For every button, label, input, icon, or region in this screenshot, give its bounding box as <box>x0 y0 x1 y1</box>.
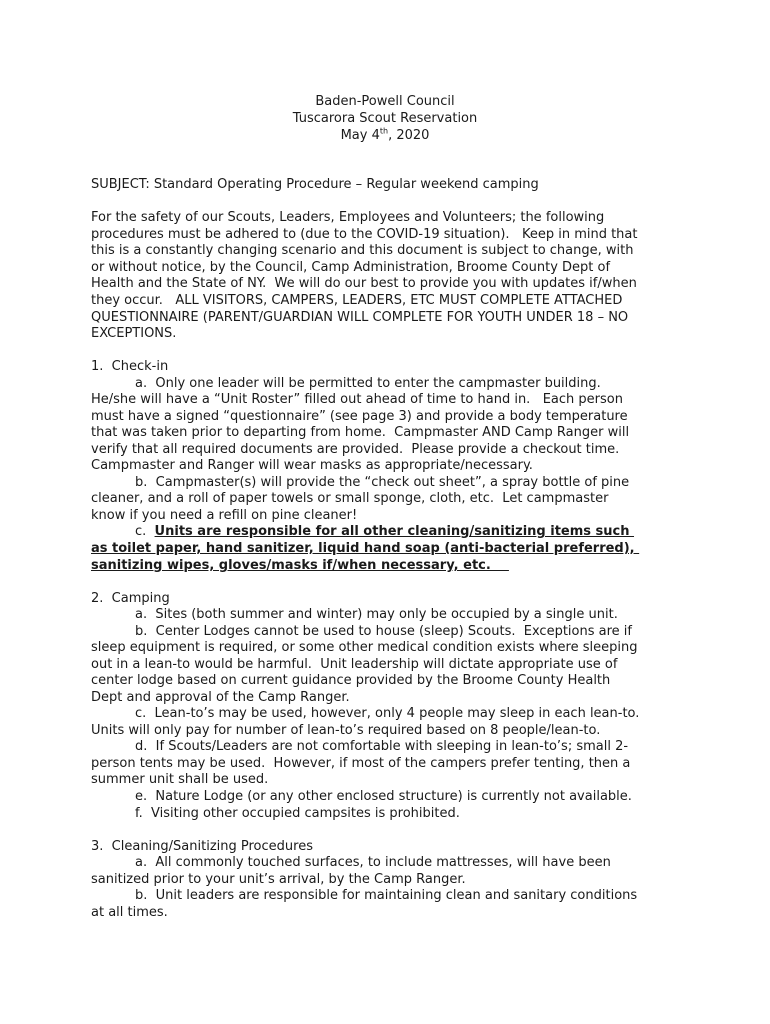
subject-line: SUBJECT: Standard Operating Procedure – Regular weekend camping <box>91 177 539 192</box>
checkin-a: that was taken prior to departing from home. Campmaster AND Camp Ranger will <box>91 425 630 440</box>
header-location: Tuscarora Scout Reservation <box>292 111 478 126</box>
cleaning-a: a. All commonly touched surfaces, to include mattresses, will have been <box>135 855 611 870</box>
checkin-b: b. Campmaster(s) will provide the “check out sheet”, a spray bottle of pine <box>135 475 630 490</box>
camping-b: sleep equipment is required, or some other medical condition exists where sleeping <box>91 640 638 655</box>
intro-line: procedures must be adhered to (due to the COVID-19 situation). Keep in mind that <box>91 227 638 242</box>
checkin-a: Campmaster and Ranger will wear masks as appropriate/necessary. <box>91 458 533 473</box>
camping-d: summer unit shall be used. <box>91 772 269 787</box>
checkin-a: He/she will have a “Unit Roster” filled out ahead of time to hand in. Each person <box>91 392 623 407</box>
cleaning-b: at all times. <box>91 905 168 920</box>
intro-line: For the safety of our Scouts, Leaders, Employees and Volunteers; the following <box>91 210 605 225</box>
checkin-b: cleaner, and a roll of paper towels or small sponge, cloth, etc. Let campmaster <box>91 491 609 506</box>
camping-b: Dept and approval of the Camp Ranger. <box>91 690 350 705</box>
checkin-b: know if you need a refill on pine cleaner! <box>91 508 358 523</box>
checkin-a: a. Only one leader will be permitted to enter the campmaster building. <box>135 376 601 391</box>
cleaning-b: b. Unit leaders are responsible for maintaining clean and sanitary conditions <box>135 888 638 903</box>
intro-line: they occur. ALL VISITORS, CAMPERS, LEADERS, ETC MUST COMPLETE ATTACHED <box>91 293 623 308</box>
intro-line: QUESTIONNAIRE (PARENT/GUARDIAN WILL COMPLETE FOR YOUTH UNDER 18 – NO <box>91 310 629 325</box>
camping-a: a. Sites (both summer and winter) may only be occupied by a single unit. <box>135 607 618 622</box>
section-heading-checkin: 1. Check-in <box>91 359 169 374</box>
checkin-c: sanitizing wipes, gloves/masks if/when necessary, etc. <box>91 558 509 573</box>
intro-line: EXCEPTIONS. <box>91 326 177 341</box>
checkin-c: as toilet paper, hand sanitizer, liquid hand soap (anti-bacterial preferred), <box>91 541 640 556</box>
checkin-a: verify that all required documents are provided. Please provide a checkout time. <box>91 442 620 457</box>
checkin-c: c. Units are responsible for all other cleaning/sanitizing items such <box>135 524 635 539</box>
camping-f: f. Visiting other occupied campsites is prohibited. <box>135 806 460 821</box>
header-org: Baden-Powell Council <box>315 94 455 109</box>
intro-line: Health and the State of NY. We will do our best to provide you with updates if/when <box>91 276 637 291</box>
camping-d: person tents may be used. However, if most of the campers prefer tenting, then a <box>91 756 631 771</box>
section-heading-cleaning: 3. Cleaning/Sanitizing Procedures <box>91 839 313 854</box>
camping-c: c. Lean-to’s may be used, however, only 4 people may sleep in each lean-to. <box>135 706 640 721</box>
intro-line: this is a constantly changing scenario and this document is subject to change, with <box>91 243 634 258</box>
header-date: May 4th, 2020 <box>340 126 430 143</box>
intro-line: or without notice, by the Council, Camp Administration, Broome County Dept of <box>91 260 611 275</box>
camping-e: e. Nature Lodge (or any other enclosed structure) is currently not available. <box>135 789 632 804</box>
checkin-a: must have a signed “questionnaire” (see page 3) and provide a body temperature <box>91 409 628 424</box>
camping-b: b. Center Lodges cannot be used to house (sleep) Scouts. Exceptions are if <box>135 624 632 639</box>
camping-b: out in a lean-to would be harmful. Unit leadership will dictate appropriate use of <box>91 657 618 672</box>
cleaning-a: sanitized prior to your unit’s arrival, by the Camp Ranger. <box>91 872 466 887</box>
camping-b: center lodge based on current guidance provided by the Broome County Health <box>91 673 611 688</box>
section-heading-camping: 2. Camping <box>91 591 170 606</box>
camping-d: d. If Scouts/Leaders are not comfortable with sleeping in lean-to’s; small 2- <box>135 739 629 754</box>
camping-c: Units will only pay for number of lean-to’s required based on 8 people/lean-to. <box>91 723 601 738</box>
